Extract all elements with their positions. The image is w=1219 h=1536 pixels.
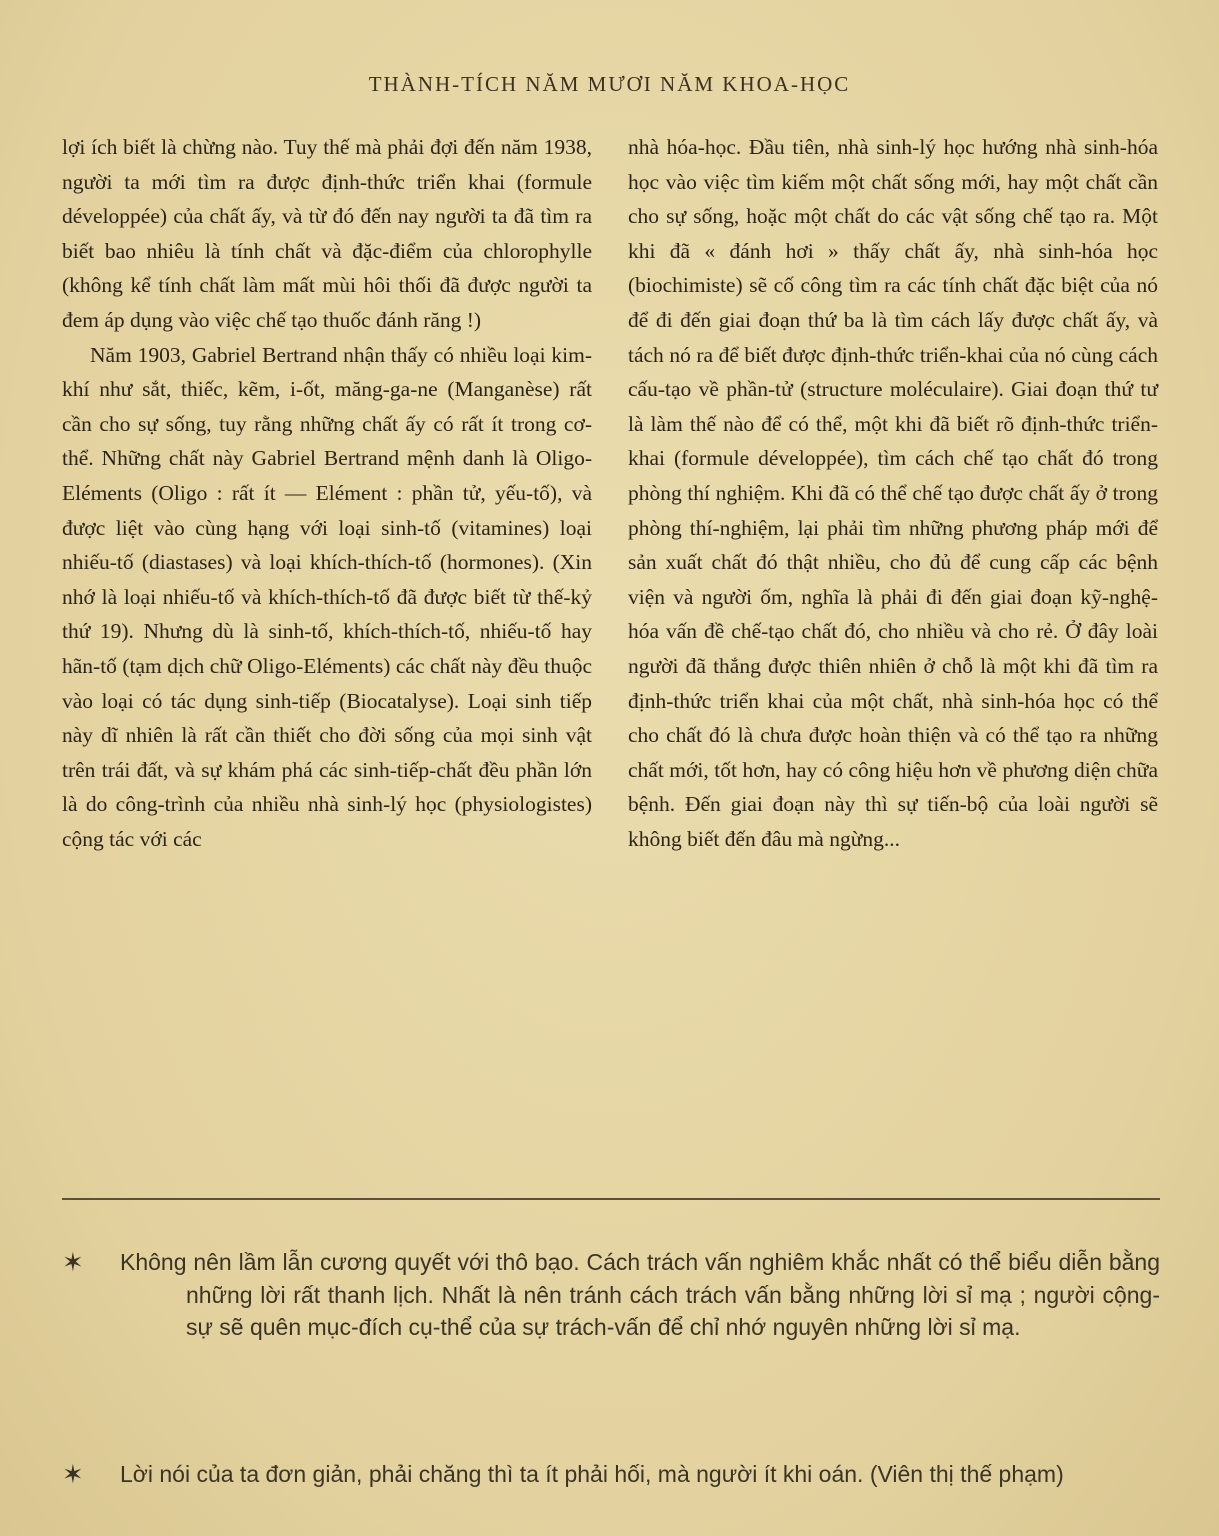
section-divider bbox=[62, 1198, 1160, 1200]
footnote-text: Lời nói của ta đơn giản, phải chăng thì ta ít phải hối, mà người ít khi oán. (Viên thị thế phạm) bbox=[120, 1461, 1064, 1487]
left-column bbox=[62, 130, 592, 856]
footnote-quote bbox=[62, 1246, 1160, 1344]
paragraph: Năm 1903, Gabriel Bertrand nhận thấy có nhiều loại kim-khí như sắt, thiếc, kẽm, i-ốt, măng-ga-ne (Manganèse) rất cần cho sự sống, tuy rằng những chất ấy có rất ít trong cơ-thể. Những chất này Gabriel Bertrand mệnh danh là Oligo-Eléments (Oligo : rất ít — Elément : phần tử, yếu-tố), và được liệt vào cùng hạng với loại sinh-tố (vitamines) loại nhiếu-tố (diastases) và loại khích-thích-tố (hormones). (Xin nhớ là loại nhiếu-tố và khích-thích-tố đã được biết từ thế-kỷ thứ 19). Nhưng dù là sinh-tố, khích-thích-tố, nhiếu-tố hay hãn-tố (tạm dịch chữ Oligo-Eléments) các chất này đều thuộc vào loại có tác dụng sinh-tiếp (Biocatalyse). Loại sinh tiếp này dĩ nhiên là rất cần thiết cho đời sống của mọi sinh vật trên trái đất, và sự khám phá các sinh-tiếp-chất đều phần lớn là do công-trình của nhiều nhà sinh-lý học (physiologistes) cộng tác với các bbox=[62, 342, 592, 851]
star-icon: ✶ bbox=[62, 1247, 84, 1277]
star-icon: ✶ bbox=[62, 1459, 84, 1489]
paragraph: lợi ích biết là chừng nào. Tuy thế mà phải đợi đến năm 1938, người ta mới tìm ra được định-thức triển khai (formule développée) của chất ấy, và từ đó đến nay người ta đã tìm ra biết bao nhiêu là tính chất và đặc-điểm của chlorophylle (không kể tính chất làm mất mùi hôi thối đã được người ta đem áp dụng vào việc chế tạo thuốc đánh răng !) bbox=[62, 135, 592, 332]
footnote-quote bbox=[62, 1458, 1160, 1491]
right-column bbox=[628, 130, 1158, 856]
footnote-text: Không nên lầm lẫn cương quyết với thô bạo. Cách trách vấn nghiêm khắc nhất có thể biểu diễn bằng những lời rất thanh lịch. Nhất là nên tránh cách trách vấn bằng những lời sỉ mạ ; người cộng-sự sẽ quên mục-đích cụ-thể của sự trách-vấn để chỉ nhớ nguyên những lời sỉ mạ. bbox=[120, 1249, 1160, 1340]
paragraph: nhà hóa-học. Đầu tiên, nhà sinh-lý học hướng nhà sinh-hóa học vào việc tìm kiếm một chất sống mới, hay một chất cần cho sự sống, hoặc một chất do các vật sống chế tạo ra. Một khi đã « đánh hơi » thấy chất ấy, nhà sinh-hóa học (biochimiste) sẽ cố công tìm ra các tính chất đặc biệt của nó để đi đến giai đoạn thứ ba là tìm cách lấy được chất ấy, và tách nó ra để biết được định-thức triển-khai của nó cùng cách cấu-tạo về phần-tử (structure moléculaire). Giai đoạn thứ tư là làm thế nào để có thể, một khi đã biết rõ định-thức triển-khai (formule développée), tìm cách chế tạo chất đó trong phòng thí nghiệm. Khi đã có thể chế tạo được chất ấy ở trong phòng thí-nghiệm, lại phải tìm những phương pháp mới để sản xuất chất đó thật nhiều, cho đủ để cung cấp các bệnh viện và người ốm, nghĩa là phải đi đến giai đoạn kỹ-nghệ-hóa vấn đề chế-tạo chất đó, cho nhiều và cho rẻ. Ở đây loài người đã thắng được thiên nhiên ở chỗ là một khi đã tìm ra định-thức triển khai của một chất, nhà sinh-hóa học có thể cho chất đó là chưa được hoàn thiện và có thể tạo ra những chất mới, tốt hơn, hay có công hiệu hơn về phương diện chữa bệnh. Đến giai đoạn này thì sự tiến-bộ của loài người sẽ không biết đến đâu mà ngừng... bbox=[628, 135, 1158, 851]
running-head: THÀNH-TÍCH NĂM MƯƠI NĂM KHOA-HỌC bbox=[368, 72, 851, 96]
